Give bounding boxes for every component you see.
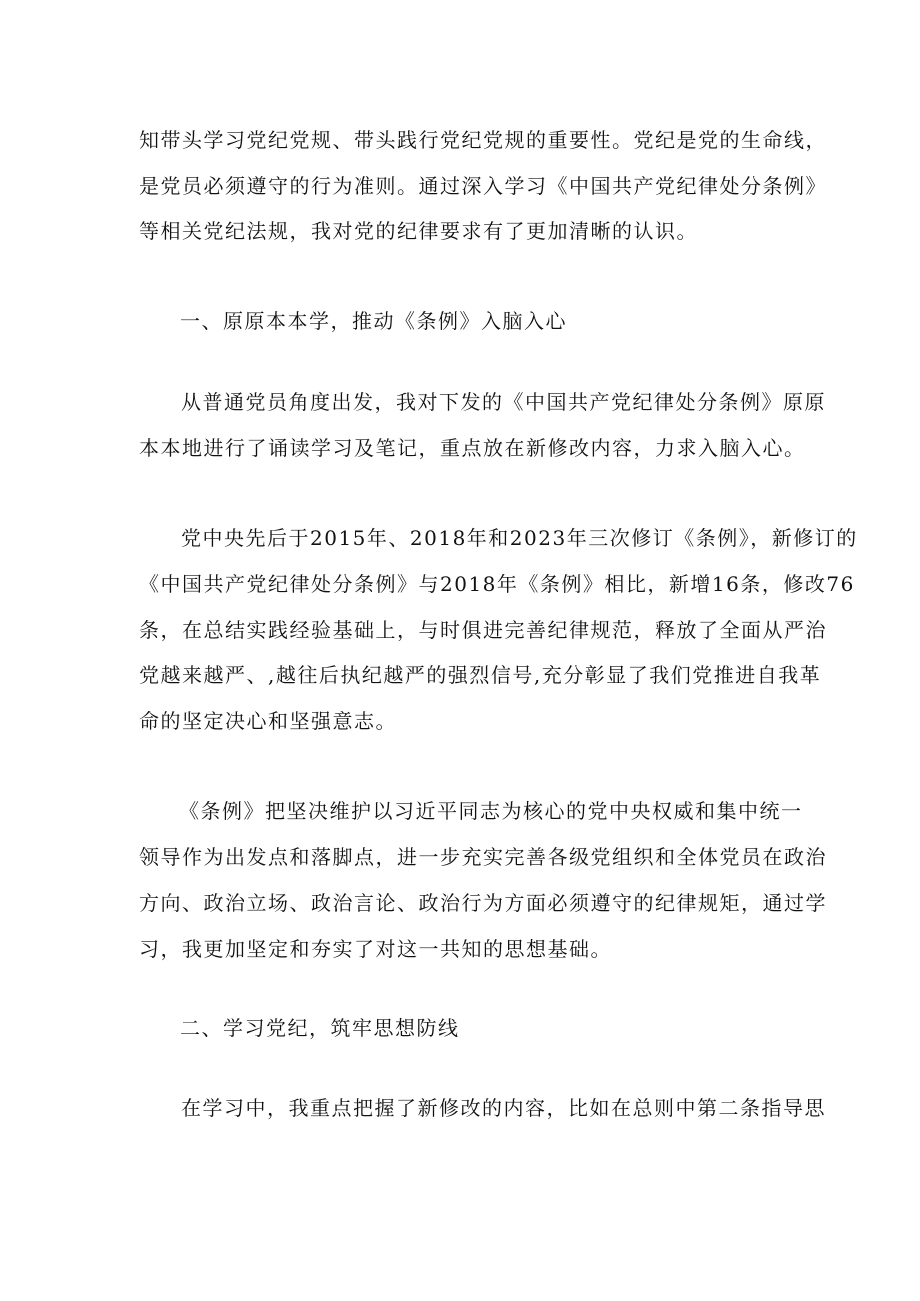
para1-line-1: 从普通党员角度出发，我对下发的《中国共产党纪律处分条例》原原	[181, 390, 826, 414]
para3-line-1: 《条例》把坚决维护以习近平同志为核心的党中央权威和集中统一	[179, 799, 803, 823]
para2-line-2: 《中国共产党纪律处分条例》与2018年《条例》相比，新增16条，修改76	[139, 572, 855, 596]
section-heading-2: 二、学习党纪，筑牢思想防线	[180, 1016, 460, 1040]
para1-line-2: 本本地进行了诵读学习及笔记，重点放在新修改内容，力求入脑入心。	[139, 436, 806, 460]
para4-line-1: 在学习中，我重点把握了新修改的内容，比如在总则中第二条指导思	[181, 1096, 826, 1120]
para2-line-1: 党中央先后于2015年、2018年和2023年三次修订《条例》，新修订的	[181, 526, 858, 550]
intro-line-2: 是党员必须遵守的行为准则。通过深入学习《中国共产党纪律处分条例》	[139, 174, 827, 198]
para3-line-2: 领导作为出发点和落脚点，进一步充实完善各级党组织和全体党员在政治	[139, 845, 827, 869]
para3-line-3: 方向、政治立场、政治言论、政治行为方面必须遵守的纪律规矩，通过学	[139, 891, 827, 915]
intro-line-3: 等相关党纪法规，我对党的纪律要求有了更加清晰的认识。	[139, 219, 698, 243]
para2-line-5: 命的坚定决心和坚强意志。	[139, 709, 397, 733]
para2-line-3: 条，在总结实践经验基础上，与时俱进完善纪律规范，释放了全面从严治	[139, 618, 827, 642]
para3-line-4: 习，我更加坚定和夯实了对这一共知的思想基础。	[139, 937, 612, 961]
para2-line-4: 党越来越严、,越往后执纪越严的强烈信号,充分彰显了我们党推进自我革	[139, 663, 822, 687]
intro-line-1: 知带头学习党纪党规、带头践行党纪党规的重要性。党纪是党的生命线，	[139, 128, 827, 152]
section-heading-1: 一、原原本本学，推动《条例》入脑入心	[180, 309, 567, 333]
